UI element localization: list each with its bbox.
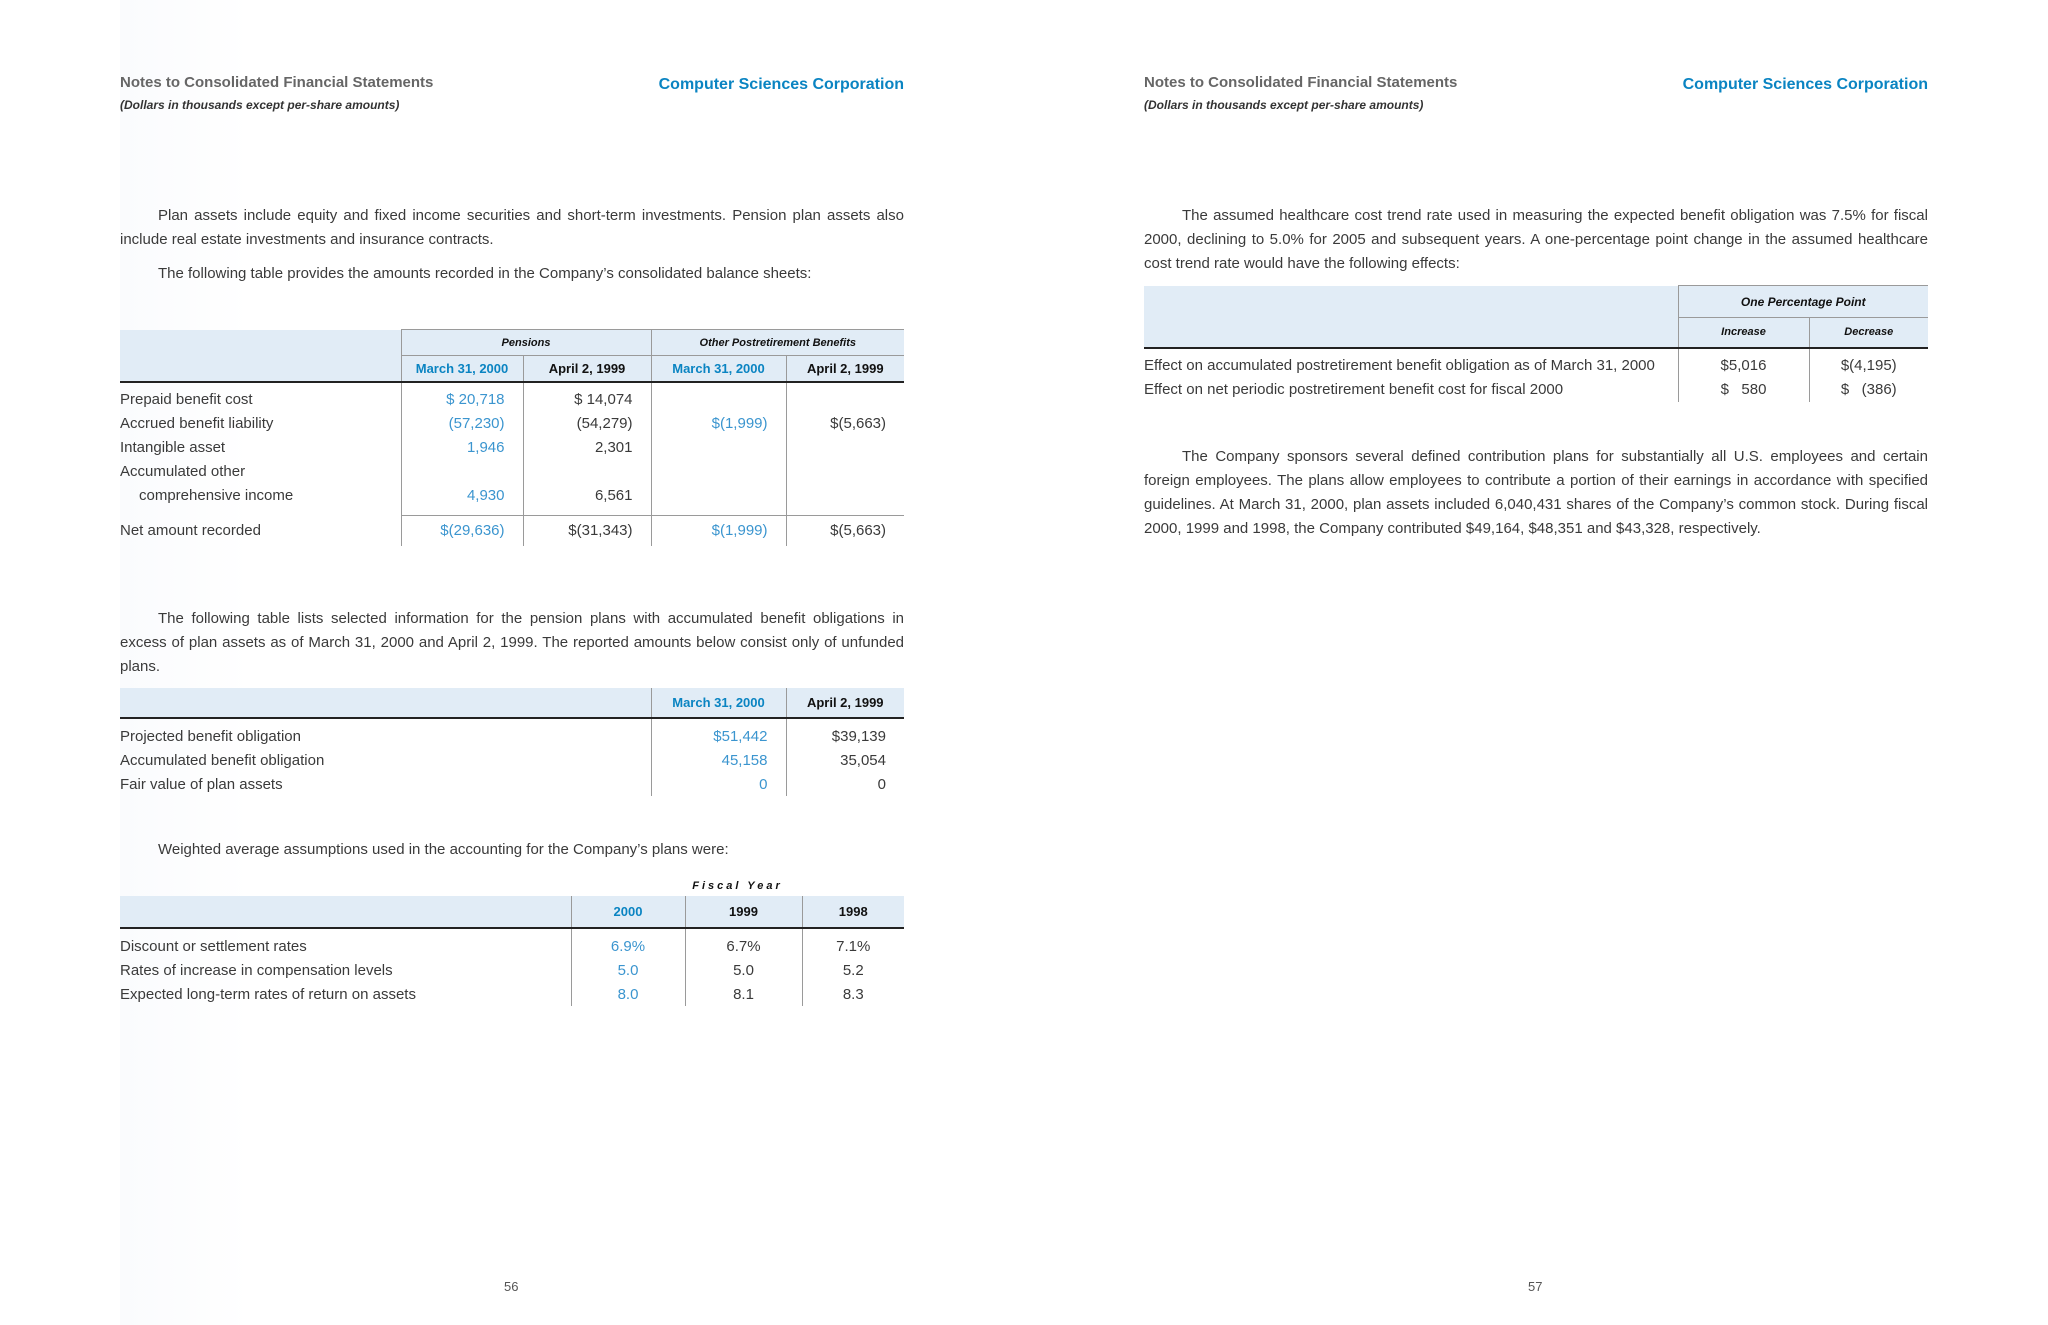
col-header: Increase xyxy=(1678,318,1809,348)
table-row: Effect on accumulated postretirement benefit obligation as of March 31, 2000 $5,016 $(4,195) xyxy=(1144,354,1928,378)
table-row: Intangible asset 1,946 2,301 xyxy=(120,436,904,460)
col-header: April 2, 1999 xyxy=(786,356,904,382)
paragraph-contribution-plans: The Company sponsors several defined contribution plans for substantially all U.S. employees and certain foreign employees. The plans allow employees to contribute a portion of their earnings in accordance with specified guidelines. At March 31, 2000, plan assets included 6,040,431 shares of the Company’s common stock. During fiscal 2000, 1999 and 1998, the Company contributed $49,164, $48,351 and $43,328, respectively. xyxy=(1144,448,1928,537)
header-subtitle: (Dollars in thousands except per-share amounts) xyxy=(120,98,400,112)
table-row: comprehensive income 4,930 6,561 xyxy=(120,484,904,508)
table-total-row: Net amount recorded $(29,636) $(31,343) $(1,999) $(5,663) xyxy=(120,516,904,546)
table-row: Projected benefit obligation $51,442 $39,139 xyxy=(120,724,904,748)
paragraph-plan-assets: Plan assets include equity and fixed income securities and short-term investments. Pension plan assets also include real estate investments and insurance contracts. xyxy=(120,207,904,248)
assumptions-table xyxy=(120,876,904,1006)
col-header: March 31, 2000 xyxy=(651,688,786,718)
table-row: Rates of increase in compensation levels 5.0 5.0 5.2 xyxy=(120,958,904,982)
col-header: March 31, 2000 xyxy=(401,356,523,382)
col-header: 2000 xyxy=(571,896,685,928)
healthcare-effect-table xyxy=(1144,285,1928,402)
col-header: March 31, 2000 xyxy=(651,356,786,382)
right-page xyxy=(1024,0,2048,1325)
table-row: Prepaid benefit cost $ 20,718 $ 14,074 xyxy=(120,388,904,412)
fiscal-year-group: Fiscal Year xyxy=(692,880,783,892)
col-header: 1999 xyxy=(685,896,802,928)
paragraph-assumptions-intro: Weighted average assumptions used in the accounting for the Company’s plans were: xyxy=(158,841,729,858)
table-row: Discount or settlement rates 6.9% 6.7% 7.1% xyxy=(120,934,904,958)
page-number: 56 xyxy=(504,1279,519,1294)
table-row: Accumulated benefit obligation 45,158 35,054 xyxy=(120,748,904,772)
obligation-table xyxy=(120,688,904,796)
table-row: Fair value of plan assets 0 0 xyxy=(120,772,904,796)
header-title: Notes to Consolidated Financial Statements xyxy=(1144,74,1458,91)
header-title: Notes to Consolidated Financial Statements xyxy=(120,74,434,91)
group-one-percentage-point: One Percentage Point xyxy=(1678,286,1928,318)
page-number: 57 xyxy=(1528,1279,1543,1294)
header-subtitle: (Dollars in thousands except per-share amounts) xyxy=(1144,98,1424,112)
table-row: Accumulated other xyxy=(120,460,904,484)
paragraph-healthcare-trend: The assumed healthcare cost trend rate used in measuring the expected benefit obligation was 7.5% for fiscal 2000, declining to 5.0% for 2005 and subsequent years. A one-percentage point change in the assumed healthcare cost trend rate would have the following effects: xyxy=(1144,207,1928,272)
table-header-blank xyxy=(120,330,401,356)
col-header: April 2, 1999 xyxy=(523,356,651,382)
col-header: 1998 xyxy=(802,896,904,928)
col-header: April 2, 1999 xyxy=(786,688,904,718)
col-header: Decrease xyxy=(1809,318,1928,348)
table-row: Accrued benefit liability (57,230) (54,279) $(1,999) $(5,663) xyxy=(120,412,904,436)
paragraph-obligation-intro: The following table lists selected information for the pension plans with accumulated benefit obligations in excess of plan assets as of March 31, 2000 and April 2, 1999. The reported amounts below consist only of unfunded plans. xyxy=(120,610,904,675)
paragraph-balance-intro: The following table provides the amounts recorded in the Company’s consolidated balance sheets: xyxy=(158,265,812,282)
header-company: Computer Sciences Corporation xyxy=(658,76,904,93)
group-other-postretirement: Other Postretirement Benefits xyxy=(651,330,904,356)
table-row: Expected long-term rates of return on assets 8.0 8.1 8.3 xyxy=(120,982,904,1006)
table-row: Effect on net periodic postretirement benefit cost for fiscal 2000 $ 580 $ (386) xyxy=(1144,378,1928,402)
balance-sheet-table xyxy=(120,329,904,546)
group-pensions: Pensions xyxy=(401,330,651,356)
header-company: Computer Sciences Corporation xyxy=(1682,76,1928,93)
